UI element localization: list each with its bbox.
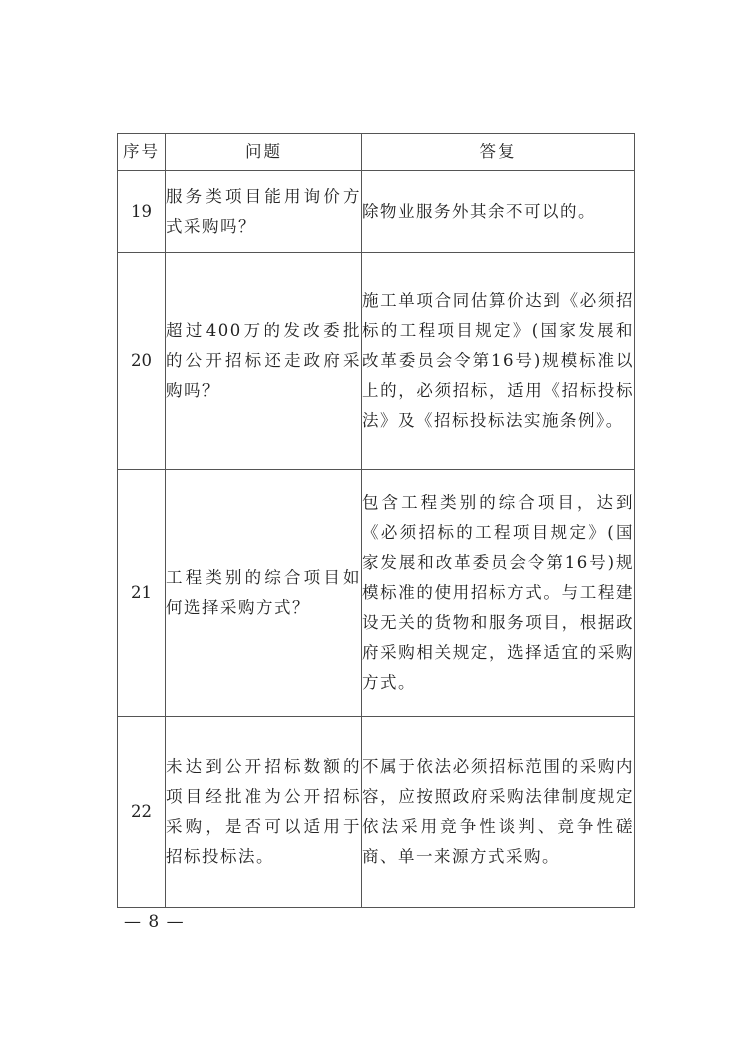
table-row: [118, 717, 635, 908]
table-row: [118, 171, 635, 253]
row-serial-number: 22: [118, 717, 166, 908]
row-question: 超过400万的发改委批的公开招标还走政府采购吗？: [166, 253, 362, 470]
row-answer: 包含工程类别的综合项目，达到《必须招标的工程项目规定》(国家发展和改革委员会令第16号)规模标准的使用招标方式。与工程建设无关的货物和服务项目，根据政府采购相关规定，选择适宜的采购方式。: [362, 470, 635, 717]
page-number: — 8 —: [124, 912, 185, 932]
qa-table: [117, 133, 635, 908]
row-answer: 不属于依法必须招标范围的采购内容，应按照政府采购法律制度规定依法采用竞争性谈判、竞争性磋商、单一来源方式采购。: [362, 717, 635, 908]
row-question: 未达到公开招标数额的项目经批准为公开招标采购，是否可以适用于招标投标法。: [166, 717, 362, 908]
header-serial-number: 序号: [118, 134, 166, 171]
table-row: [118, 470, 635, 717]
row-serial-number: 21: [118, 470, 166, 717]
header-question: 问题: [166, 134, 362, 171]
row-question: 服务类项目能用询价方式采购吗？: [166, 171, 362, 253]
header-answer: 答复: [362, 134, 635, 171]
table-header-row: [118, 134, 635, 171]
row-serial-number: 19: [118, 171, 166, 253]
row-question: 工程类别的综合项目如何选择采购方式？: [166, 470, 362, 717]
row-answer: 施工单项合同估算价达到《必须招标的工程项目规定》(国家发展和改革委员会令第16号)规模标准以上的，必须招标，适用《招标投标法》及《招标投标法实施条例》。: [362, 253, 635, 470]
row-answer: 除物业服务外其余不可以的。: [362, 171, 635, 253]
table-row: [118, 253, 635, 470]
row-serial-number: 20: [118, 253, 166, 470]
